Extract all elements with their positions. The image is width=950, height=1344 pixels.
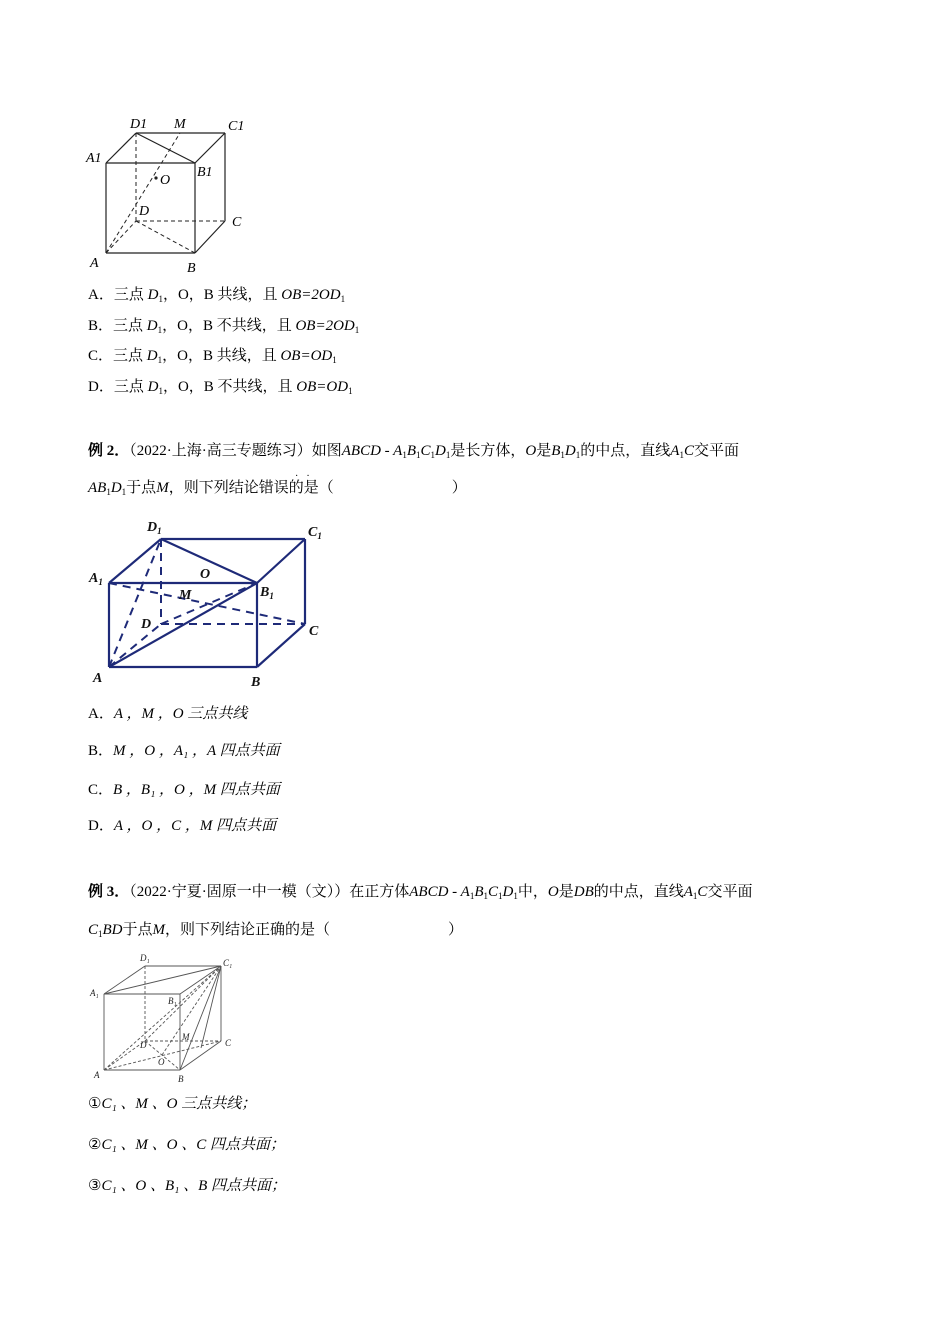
subscript: 1: [340, 294, 346, 304]
fig2-label-o: O: [200, 567, 211, 582]
point-d: D: [147, 287, 159, 303]
ex2-stem-line2: $AB_1D_1$于点M，则下列结论错误的是（ ）: [88, 480, 467, 497]
option-letter: C．: [88, 782, 114, 798]
solid-name: C: [488, 884, 499, 900]
fig1-label-c: C: [232, 215, 242, 230]
point-d: D: [146, 318, 158, 334]
subscript: 1: [354, 325, 360, 335]
relation: OB=OD: [280, 348, 333, 364]
subscript: 1: [332, 355, 337, 365]
point-o: O: [547, 884, 559, 900]
q1-option-c[interactable]: [88, 346, 337, 370]
ex3-item-2: [88, 1135, 285, 1155]
plane: AB: [88, 480, 107, 496]
option-letter: D．: [88, 379, 114, 395]
fig1-label-d: D: [139, 204, 150, 219]
item-number: ③: [88, 1178, 102, 1194]
option-letter: A．: [88, 287, 114, 303]
ex2-option-d[interactable]: [88, 816, 276, 836]
q1-option-b[interactable]: [88, 316, 359, 340]
segment: D: [564, 443, 576, 459]
ex2-option-c[interactable]: [88, 780, 280, 800]
point-m: M: [156, 480, 169, 496]
solid-name: D: [435, 443, 446, 459]
stem-text: 的中点，直线: [593, 884, 684, 900]
item-text: C₁ 、O 、B₁ 、B 四点共面；: [101, 1178, 287, 1194]
ex2-stem-line1: 例 2．（2022·上海·高三专题练习）如图ABCD - $A_1B_1C_1D_1$是长方体，O是$B_1D_1$的中点，直线$A_1C$交平面: [88, 443, 739, 460]
stem-text: 交平面: [707, 884, 753, 900]
segment: B: [551, 443, 561, 459]
option-letter: A．: [88, 706, 114, 722]
fig1-label-b: B: [187, 261, 196, 276]
fig3-label-a: A: [94, 1070, 100, 1080]
stem-text: ，则下列结论正确的是（: [165, 922, 331, 938]
fig1-label-d1: D1: [130, 117, 148, 132]
subscript: 1: [158, 294, 163, 304]
option-text: 三点: [113, 287, 148, 303]
point-d: D: [146, 348, 158, 364]
answer-paren: ）: [448, 922, 464, 938]
point-m: M: [152, 922, 166, 938]
ex2-option-b[interactable]: [88, 741, 280, 761]
solid-name: ABCD - A: [409, 884, 470, 900]
fig3-label-a1: A₁: [90, 988, 99, 998]
solid-name: D: [502, 884, 514, 900]
ex3-stem-line1: 例 3．（2022·宁夏·固原一中一模（文））在正方体ABCD - $A_1B_1C_1D_1$中，O是DB的中点，直线$A_1C$交平面: [88, 884, 753, 901]
relation: OB=2OD: [281, 287, 341, 303]
answer-paren: ）: [451, 480, 467, 496]
ex3-stem-line2: $C_1BD$于点M，则下列结论正确的是（ ）: [88, 922, 464, 939]
example-source: （2022·宁夏·固原一中一模（文））在正方体: [129, 884, 410, 900]
stem-text: 中，: [517, 884, 548, 900]
example-label: 例 3．: [88, 884, 130, 900]
stem-text: 是: [536, 443, 552, 459]
stem-text: 是长方体，: [450, 443, 526, 459]
fig1-label-m: M: [174, 117, 186, 132]
plane: BD: [102, 922, 123, 938]
fig2-label-a: A: [93, 671, 103, 686]
option-text: 三点: [113, 318, 147, 334]
subscript: 1: [157, 355, 163, 365]
item-text: C₁ 、M 、O 三点共线；: [101, 1096, 257, 1112]
figure-cuboid-2: [85, 512, 335, 692]
fig3-label-d1: D₁: [140, 953, 150, 963]
example-label: 例 2．: [88, 443, 130, 459]
stem-text: 于点: [126, 480, 157, 496]
stem-text: 的中点，直线: [580, 443, 671, 459]
fig3-label-b: B: [178, 1074, 184, 1082]
solid-name: ABCD - A: [341, 443, 403, 459]
fig2-label-a1: $A_1$: [89, 571, 103, 587]
solid-name: B: [406, 443, 416, 459]
option-text: 三点: [113, 379, 148, 395]
figure-cube-3: [88, 952, 248, 1082]
fig3-label-b1: B₁: [168, 996, 177, 1006]
emphasis-dots: ··: [295, 471, 318, 482]
figure-cube-1: [80, 108, 260, 278]
option-letter: B．: [88, 743, 114, 759]
q1-option-a[interactable]: [88, 285, 345, 309]
line-ac: C: [697, 884, 708, 900]
stem-text: 于点: [122, 922, 153, 938]
line-ac: A: [683, 884, 693, 900]
option-letter: B．: [88, 318, 114, 334]
ex3-item-3: [88, 1176, 286, 1196]
point-o: O: [525, 443, 537, 459]
fig3-label-c1: C₁: [223, 958, 233, 968]
stem-text: 交平面: [693, 443, 739, 459]
fig3-label-o: O: [158, 1057, 165, 1067]
plane: D: [110, 480, 122, 496]
relation: OB=OD: [296, 379, 349, 395]
solid-name: B: [474, 884, 484, 900]
plane: C: [88, 922, 99, 938]
relation: OB=2OD: [295, 318, 355, 334]
option-text: 三点: [113, 348, 147, 364]
stem-text: 是: [558, 884, 574, 900]
fig2-label-c: C: [309, 624, 319, 639]
option-text: ，O，B 不共线，且: [162, 379, 297, 395]
item-number: ①: [88, 1096, 102, 1112]
subscript: 1: [158, 386, 163, 396]
option-text: ，O，B 不共线，且: [162, 318, 296, 334]
example-source: （2022·上海·高三专题练习）如图: [129, 443, 342, 459]
ex2-option-a[interactable]: [88, 704, 247, 724]
fig1-label-a: A: [90, 256, 99, 271]
fig2-label-d: D: [141, 617, 152, 632]
option-letter: D．: [88, 818, 114, 834]
item-number: ②: [88, 1137, 102, 1153]
option-text: ，O，B 共线，且: [162, 287, 282, 303]
fig3-label-c: C: [225, 1038, 232, 1048]
fig3-label-m: M: [182, 1032, 190, 1042]
option-text: M ，O ，A₁ ，A 四点共面: [113, 743, 280, 759]
fig2-label-d1: $D_1$: [147, 520, 162, 536]
fig1-label-a1: A1: [86, 151, 102, 166]
line-ac: C: [683, 443, 694, 459]
fig1-label-b1: B1: [197, 165, 213, 180]
fig2-label-m: M: [179, 588, 192, 603]
item-text: C₁ 、M 、O 、C 四点共面；: [101, 1137, 286, 1153]
point-d: D: [147, 379, 159, 395]
fig1-label-o: O: [160, 173, 171, 188]
option-text: A ，O ，C ，M 四点共面: [113, 818, 277, 834]
fig2-label-c1: $C_1$: [308, 525, 322, 541]
subscript: 1: [348, 386, 353, 396]
solid-name: C: [420, 443, 431, 459]
subscript: 1: [157, 325, 163, 335]
option-text: A ，M ，O 三点共线: [113, 706, 248, 722]
ex3-item-1: [88, 1094, 256, 1114]
fig2-label-b: B: [251, 675, 261, 690]
option-text: ，O，B 共线，且: [162, 348, 281, 364]
option-letter: C．: [88, 348, 114, 364]
fig2-label-b1: $B_1$: [260, 585, 274, 601]
line-ac: A: [670, 443, 680, 459]
segment: DB: [573, 884, 594, 900]
stem-text: ，则下列结论错误的是（: [168, 480, 334, 496]
fig3-label-d: D: [140, 1040, 147, 1050]
q1-option-d[interactable]: [88, 377, 353, 401]
fig1-label-c1: C1: [228, 119, 245, 134]
option-text: B ，B₁ ，O ，M 四点共面: [113, 782, 280, 798]
